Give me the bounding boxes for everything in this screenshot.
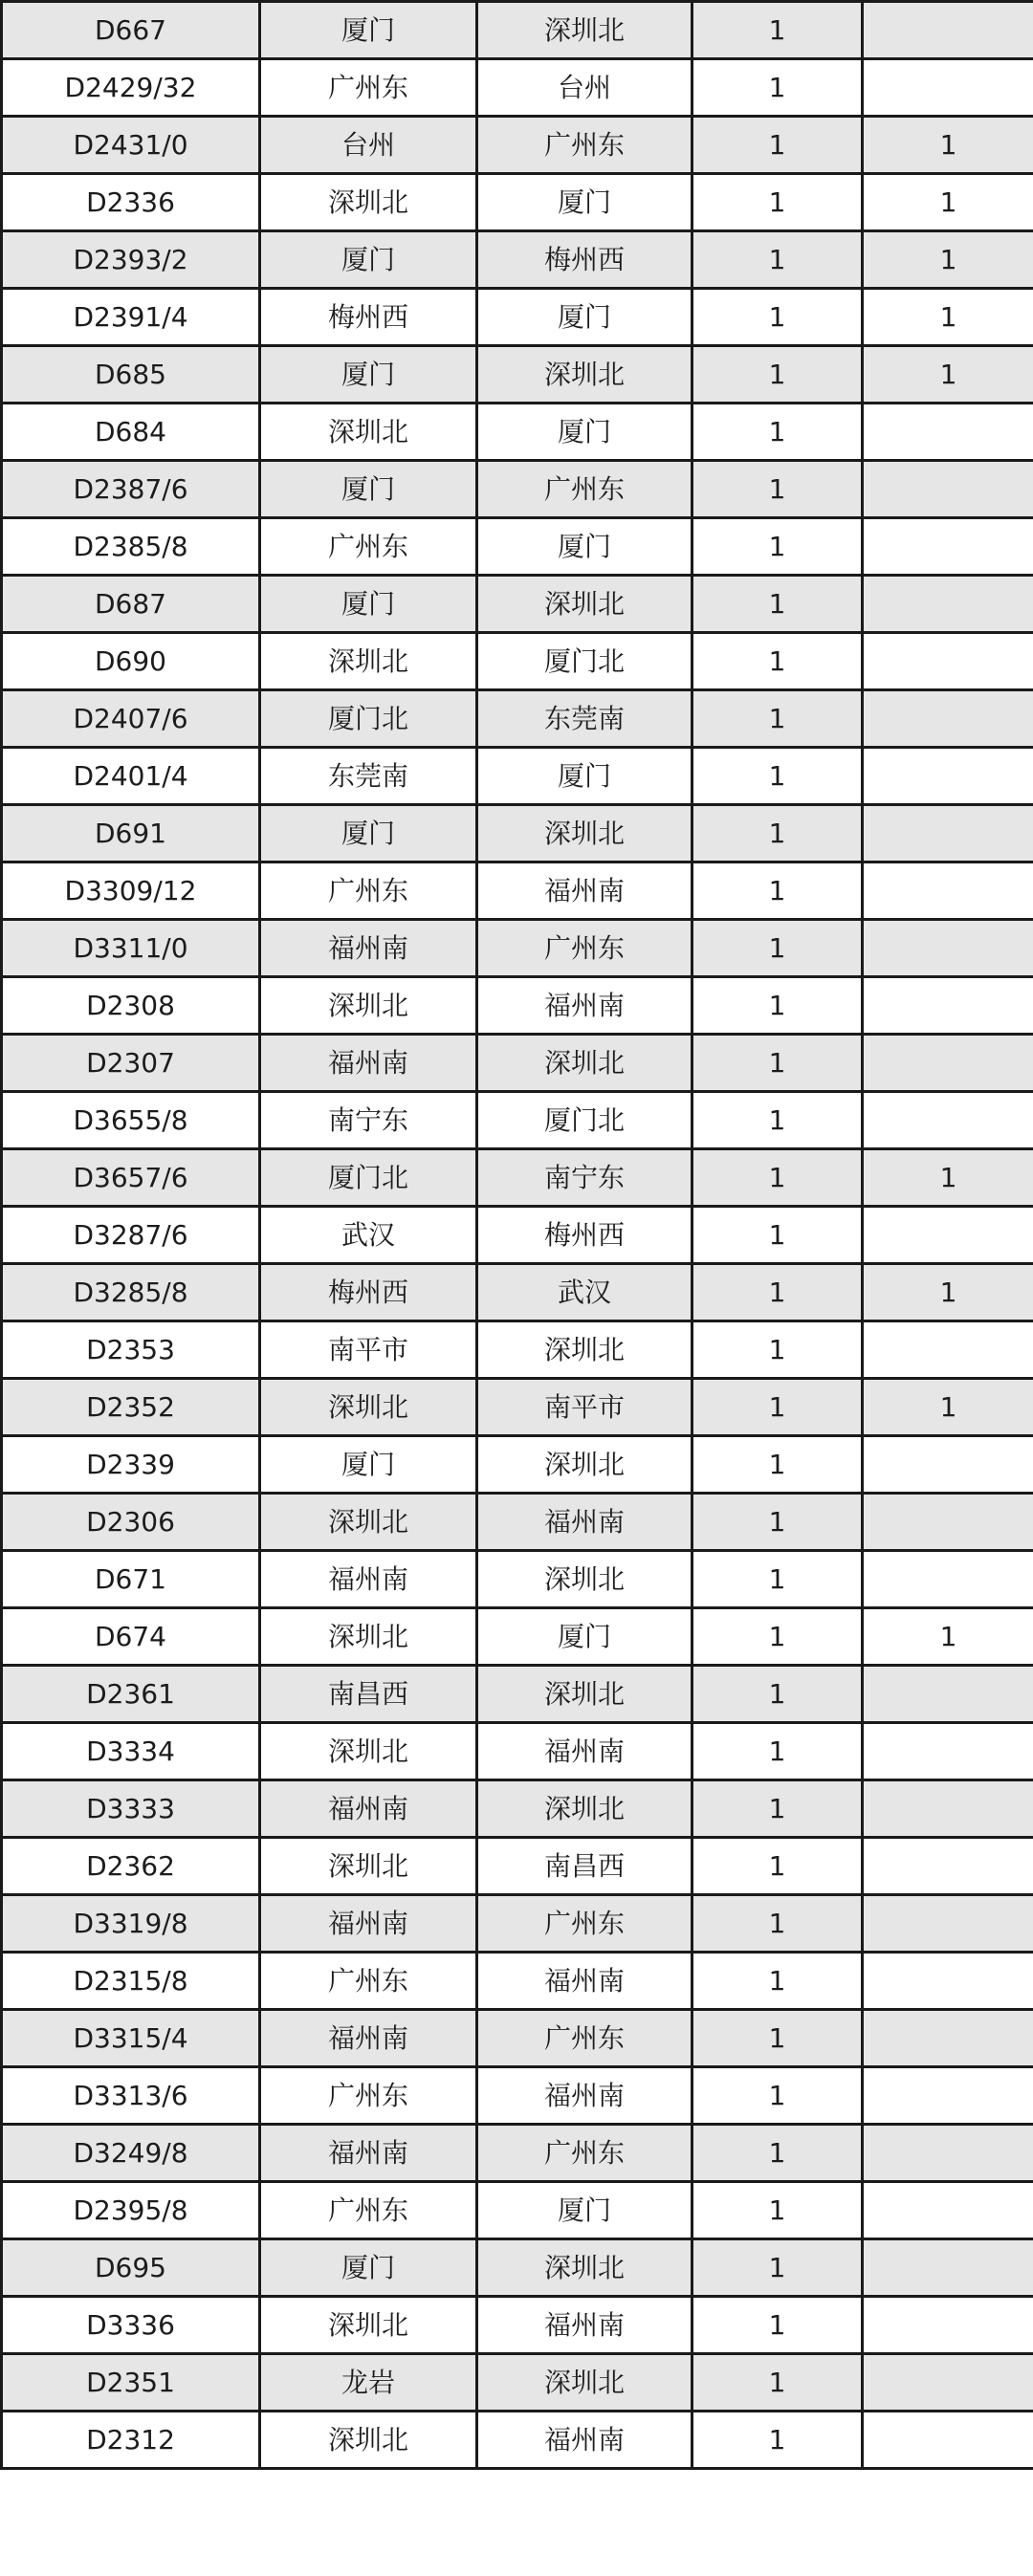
table-row <box>2 1436 1033 1494</box>
origin-station-cell: 深圳北 <box>260 1494 477 1551</box>
table-row <box>2 117 1033 174</box>
destination-station-cell: 深圳北 <box>477 1780 692 1838</box>
table-row <box>2 1551 1033 1608</box>
train-number-cell: D3311/0 <box>2 920 260 977</box>
train-number-cell: D2336 <box>2 174 260 231</box>
origin-station-cell: 厦门 <box>260 2 477 59</box>
table-row <box>2 1723 1033 1780</box>
extra-count-cell <box>863 2125 1033 2182</box>
train-number-cell: D3655/8 <box>2 1092 260 1149</box>
count-cell: 1 <box>692 1035 863 1092</box>
train-number-cell: D687 <box>2 576 260 633</box>
extra-count-cell <box>863 1436 1033 1494</box>
train-number-cell: D3285/8 <box>2 1264 260 1321</box>
origin-station-cell: 深圳北 <box>260 1838 477 1895</box>
extra-count-cell <box>863 690 1033 748</box>
table-row <box>2 633 1033 690</box>
table-row <box>2 2010 1033 2067</box>
train-number-cell: D2361 <box>2 1666 260 1723</box>
train-number-cell: D2393/2 <box>2 231 260 289</box>
origin-station-cell: 厦门北 <box>260 690 477 748</box>
origin-station-cell: 厦门 <box>260 805 477 862</box>
count-cell: 1 <box>692 1207 863 1264</box>
origin-station-cell: 梅州西 <box>260 1264 477 1321</box>
destination-station-cell: 厦门北 <box>477 633 692 690</box>
count-cell: 1 <box>692 1838 863 1895</box>
count-cell: 1 <box>692 1608 863 1666</box>
extra-count-cell <box>863 404 1033 461</box>
destination-station-cell: 深圳北 <box>477 1321 692 1379</box>
table-row <box>2 1953 1033 2010</box>
destination-station-cell: 福州南 <box>477 977 692 1035</box>
origin-station-cell: 福州南 <box>260 1780 477 1838</box>
count-cell: 1 <box>692 289 863 346</box>
origin-station-cell: 福州南 <box>260 920 477 977</box>
destination-station-cell: 南宁东 <box>477 1149 692 1207</box>
table-row <box>2 1838 1033 1895</box>
origin-station-cell: 广州东 <box>260 518 477 576</box>
table-row <box>2 289 1033 346</box>
train-number-cell: D2308 <box>2 977 260 1035</box>
count-cell: 1 <box>692 920 863 977</box>
count-cell: 1 <box>692 1149 863 1207</box>
table-row <box>2 174 1033 231</box>
destination-station-cell: 广州东 <box>477 461 692 518</box>
extra-count-cell: 1 <box>863 1264 1033 1321</box>
train-number-cell: D3657/6 <box>2 1149 260 1207</box>
count-cell: 1 <box>692 518 863 576</box>
destination-station-cell: 南平市 <box>477 1379 692 1436</box>
destination-station-cell: 深圳北 <box>477 2239 692 2297</box>
count-cell: 1 <box>692 1551 863 1608</box>
destination-station-cell: 厦门 <box>477 1608 692 1666</box>
extra-count-cell <box>863 1092 1033 1149</box>
destination-station-cell: 梅州西 <box>477 231 692 289</box>
table-row <box>2 748 1033 805</box>
origin-station-cell: 南宁东 <box>260 1092 477 1149</box>
extra-count-cell <box>863 1666 1033 1723</box>
origin-station-cell: 广州东 <box>260 2067 477 2125</box>
table-row <box>2 1321 1033 1379</box>
destination-station-cell: 深圳北 <box>477 1436 692 1494</box>
table-row <box>2 1264 1033 1321</box>
train-number-cell: D2387/6 <box>2 461 260 518</box>
table-row <box>2 977 1033 1035</box>
extra-count-cell: 1 <box>863 346 1033 404</box>
extra-count-cell: 1 <box>863 174 1033 231</box>
origin-station-cell: 深圳北 <box>260 1723 477 1780</box>
origin-station-cell: 龙岩 <box>260 2354 477 2412</box>
extra-count-cell <box>863 633 1033 690</box>
table-row <box>2 404 1033 461</box>
train-number-cell: D667 <box>2 2 260 59</box>
origin-station-cell: 福州南 <box>260 2010 477 2067</box>
extra-count-cell <box>863 1723 1033 1780</box>
table-row <box>2 576 1033 633</box>
count-cell: 1 <box>692 2182 863 2239</box>
table-row <box>2 862 1033 920</box>
train-number-cell: D3334 <box>2 1723 260 1780</box>
extra-count-cell <box>863 920 1033 977</box>
origin-station-cell: 东莞南 <box>260 748 477 805</box>
count-cell: 1 <box>692 2067 863 2125</box>
table-row <box>2 2 1033 59</box>
train-number-cell: D2312 <box>2 2412 260 2469</box>
origin-station-cell: 厦门北 <box>260 1149 477 1207</box>
count-cell: 1 <box>692 461 863 518</box>
table-row <box>2 461 1033 518</box>
table-row <box>2 1035 1033 1092</box>
train-number-cell: D2339 <box>2 1436 260 1494</box>
origin-station-cell: 梅州西 <box>260 289 477 346</box>
count-cell: 1 <box>692 2239 863 2297</box>
origin-station-cell: 厦门 <box>260 346 477 404</box>
extra-count-cell <box>863 2239 1033 2297</box>
train-number-cell: D685 <box>2 346 260 404</box>
extra-count-cell <box>863 1551 1033 1608</box>
destination-station-cell: 深圳北 <box>477 1666 692 1723</box>
destination-station-cell: 深圳北 <box>477 576 692 633</box>
extra-count-cell <box>863 1838 1033 1895</box>
extra-count-cell <box>863 862 1033 920</box>
origin-station-cell: 深圳北 <box>260 1379 477 1436</box>
extra-count-cell: 1 <box>863 231 1033 289</box>
extra-count-cell <box>863 2297 1033 2354</box>
count-cell: 1 <box>692 1723 863 1780</box>
origin-station-cell: 广州东 <box>260 862 477 920</box>
train-number-cell: D2429/32 <box>2 59 260 117</box>
train-number-cell: D2431/0 <box>2 117 260 174</box>
extra-count-cell <box>863 1953 1033 2010</box>
table-row <box>2 1494 1033 1551</box>
origin-station-cell: 厦门 <box>260 1436 477 1494</box>
destination-station-cell: 福州南 <box>477 1723 692 1780</box>
destination-station-cell: 台州 <box>477 59 692 117</box>
origin-station-cell: 南昌西 <box>260 1666 477 1723</box>
count-cell: 1 <box>692 2297 863 2354</box>
table-row <box>2 1092 1033 1149</box>
origin-station-cell: 深圳北 <box>260 2297 477 2354</box>
train-number-cell: D2306 <box>2 1494 260 1551</box>
table-row <box>2 2297 1033 2354</box>
table-row <box>2 2239 1033 2297</box>
train-number-cell: D690 <box>2 633 260 690</box>
table-row <box>2 59 1033 117</box>
extra-count-cell <box>863 2010 1033 2067</box>
count-cell: 1 <box>692 231 863 289</box>
train-number-cell: D3287/6 <box>2 1207 260 1264</box>
extra-count-cell <box>863 461 1033 518</box>
origin-station-cell: 深圳北 <box>260 404 477 461</box>
origin-station-cell: 厦门 <box>260 2239 477 2297</box>
count-cell: 1 <box>692 1321 863 1379</box>
origin-station-cell: 福州南 <box>260 2125 477 2182</box>
destination-station-cell: 广州东 <box>477 117 692 174</box>
destination-station-cell: 广州东 <box>477 920 692 977</box>
count-cell: 1 <box>692 2 863 59</box>
count-cell: 1 <box>692 576 863 633</box>
destination-station-cell: 武汉 <box>477 1264 692 1321</box>
extra-count-cell: 1 <box>863 1608 1033 1666</box>
extra-count-cell <box>863 1207 1033 1264</box>
count-cell: 1 <box>692 1379 863 1436</box>
origin-station-cell: 福州南 <box>260 1035 477 1092</box>
table-row <box>2 518 1033 576</box>
table-row <box>2 1780 1033 1838</box>
table-row <box>2 1608 1033 1666</box>
origin-station-cell: 广州东 <box>260 1953 477 2010</box>
extra-count-cell: 1 <box>863 1379 1033 1436</box>
table-row <box>2 2067 1033 2125</box>
train-number-cell: D674 <box>2 1608 260 1666</box>
table-body <box>2 2 1033 2469</box>
extra-count-cell <box>863 1780 1033 1838</box>
table-row <box>2 1379 1033 1436</box>
origin-station-cell: 台州 <box>260 117 477 174</box>
train-number-cell: D695 <box>2 2239 260 2297</box>
extra-count-cell <box>863 2 1033 59</box>
train-number-cell: D2362 <box>2 1838 260 1895</box>
train-number-cell: D3336 <box>2 2297 260 2354</box>
origin-station-cell: 南平市 <box>260 1321 477 1379</box>
count-cell: 1 <box>692 748 863 805</box>
destination-station-cell: 深圳北 <box>477 1035 692 1092</box>
train-number-cell: D3313/6 <box>2 2067 260 2125</box>
train-number-cell: D2351 <box>2 2354 260 2412</box>
table-row <box>2 2354 1033 2412</box>
table-row <box>2 690 1033 748</box>
destination-station-cell: 深圳北 <box>477 346 692 404</box>
extra-count-cell <box>863 1494 1033 1551</box>
destination-station-cell: 广州东 <box>477 2010 692 2067</box>
destination-station-cell: 广州东 <box>477 1895 692 1953</box>
destination-station-cell: 东莞南 <box>477 690 692 748</box>
extra-count-cell <box>863 2182 1033 2239</box>
destination-station-cell: 福州南 <box>477 2067 692 2125</box>
count-cell: 1 <box>692 174 863 231</box>
origin-station-cell: 深圳北 <box>260 1608 477 1666</box>
count-cell: 1 <box>692 404 863 461</box>
destination-station-cell: 厦门 <box>477 174 692 231</box>
train-number-cell: D2353 <box>2 1321 260 1379</box>
count-cell: 1 <box>692 1436 863 1494</box>
count-cell: 1 <box>692 117 863 174</box>
count-cell: 1 <box>692 1953 863 2010</box>
destination-station-cell: 深圳北 <box>477 1551 692 1608</box>
train-number-cell: D691 <box>2 805 260 862</box>
count-cell: 1 <box>692 633 863 690</box>
count-cell: 1 <box>692 1780 863 1838</box>
table-row <box>2 1207 1033 1264</box>
train-number-cell: D2407/6 <box>2 690 260 748</box>
destination-station-cell: 福州南 <box>477 1494 692 1551</box>
table-row <box>2 1895 1033 1953</box>
count-cell: 1 <box>692 2125 863 2182</box>
destination-station-cell: 厦门 <box>477 404 692 461</box>
destination-station-cell: 厦门北 <box>477 1092 692 1149</box>
table-row <box>2 920 1033 977</box>
extra-count-cell <box>863 1895 1033 1953</box>
count-cell: 1 <box>692 1895 863 1953</box>
train-number-cell: D2401/4 <box>2 748 260 805</box>
origin-station-cell: 厦门 <box>260 461 477 518</box>
train-number-cell: D3309/12 <box>2 862 260 920</box>
destination-station-cell: 南昌西 <box>477 1838 692 1895</box>
count-cell: 1 <box>692 1494 863 1551</box>
count-cell: 1 <box>692 2010 863 2067</box>
origin-station-cell: 深圳北 <box>260 2412 477 2469</box>
extra-count-cell <box>863 1035 1033 1092</box>
table-row <box>2 1149 1033 1207</box>
count-cell: 1 <box>692 1092 863 1149</box>
destination-station-cell: 厦门 <box>477 518 692 576</box>
origin-station-cell: 广州东 <box>260 2182 477 2239</box>
count-cell: 1 <box>692 346 863 404</box>
train-number-cell: D3319/8 <box>2 1895 260 1953</box>
train-number-cell: D3333 <box>2 1780 260 1838</box>
extra-count-cell <box>863 518 1033 576</box>
extra-count-cell: 1 <box>863 289 1033 346</box>
table-row <box>2 2125 1033 2182</box>
extra-count-cell: 1 <box>863 1149 1033 1207</box>
origin-station-cell: 福州南 <box>260 1895 477 1953</box>
table-row <box>2 346 1033 404</box>
origin-station-cell: 广州东 <box>260 59 477 117</box>
destination-station-cell: 广州东 <box>477 2125 692 2182</box>
count-cell: 1 <box>692 1666 863 1723</box>
destination-station-cell: 厦门 <box>477 748 692 805</box>
count-cell: 1 <box>692 2354 863 2412</box>
table-row <box>2 1666 1033 1723</box>
table-row <box>2 2182 1033 2239</box>
origin-station-cell: 深圳北 <box>260 977 477 1035</box>
train-number-cell: D684 <box>2 404 260 461</box>
destination-station-cell: 厦门 <box>477 2182 692 2239</box>
extra-count-cell <box>863 2354 1033 2412</box>
count-cell: 1 <box>692 690 863 748</box>
origin-station-cell: 深圳北 <box>260 174 477 231</box>
train-number-cell: D2385/8 <box>2 518 260 576</box>
train-number-cell: D2315/8 <box>2 1953 260 2010</box>
origin-station-cell: 厦门 <box>260 231 477 289</box>
destination-station-cell: 福州南 <box>477 2297 692 2354</box>
extra-count-cell <box>863 2067 1033 2125</box>
count-cell: 1 <box>692 805 863 862</box>
origin-station-cell: 福州南 <box>260 1551 477 1608</box>
train-number-cell: D2395/8 <box>2 2182 260 2239</box>
extra-count-cell <box>863 576 1033 633</box>
table-row <box>2 231 1033 289</box>
extra-count-cell <box>863 805 1033 862</box>
destination-station-cell: 深圳北 <box>477 805 692 862</box>
extra-count-cell <box>863 1321 1033 1379</box>
train-number-cell: D3315/4 <box>2 2010 260 2067</box>
extra-count-cell <box>863 977 1033 1035</box>
train-number-cell: D671 <box>2 1551 260 1608</box>
destination-station-cell: 深圳北 <box>477 2 692 59</box>
destination-station-cell: 梅州西 <box>477 1207 692 1264</box>
table-row <box>2 2412 1033 2469</box>
extra-count-cell <box>863 59 1033 117</box>
origin-station-cell: 厦门 <box>260 576 477 633</box>
destination-station-cell: 福州南 <box>477 1953 692 2010</box>
count-cell: 1 <box>692 59 863 117</box>
destination-station-cell: 厦门 <box>477 289 692 346</box>
extra-count-cell: 1 <box>863 117 1033 174</box>
origin-station-cell: 武汉 <box>260 1207 477 1264</box>
count-cell: 1 <box>692 1264 863 1321</box>
extra-count-cell <box>863 2412 1033 2469</box>
train-number-cell: D2391/4 <box>2 289 260 346</box>
train-number-cell: D2307 <box>2 1035 260 1092</box>
table-row <box>2 805 1033 862</box>
count-cell: 1 <box>692 977 863 1035</box>
origin-station-cell: 深圳北 <box>260 633 477 690</box>
count-cell: 1 <box>692 2412 863 2469</box>
train-number-cell: D3249/8 <box>2 2125 260 2182</box>
train-number-cell: D2352 <box>2 1379 260 1436</box>
destination-station-cell: 福州南 <box>477 2412 692 2469</box>
destination-station-cell: 福州南 <box>477 862 692 920</box>
destination-station-cell: 深圳北 <box>477 2354 692 2412</box>
extra-count-cell <box>863 748 1033 805</box>
count-cell: 1 <box>692 862 863 920</box>
